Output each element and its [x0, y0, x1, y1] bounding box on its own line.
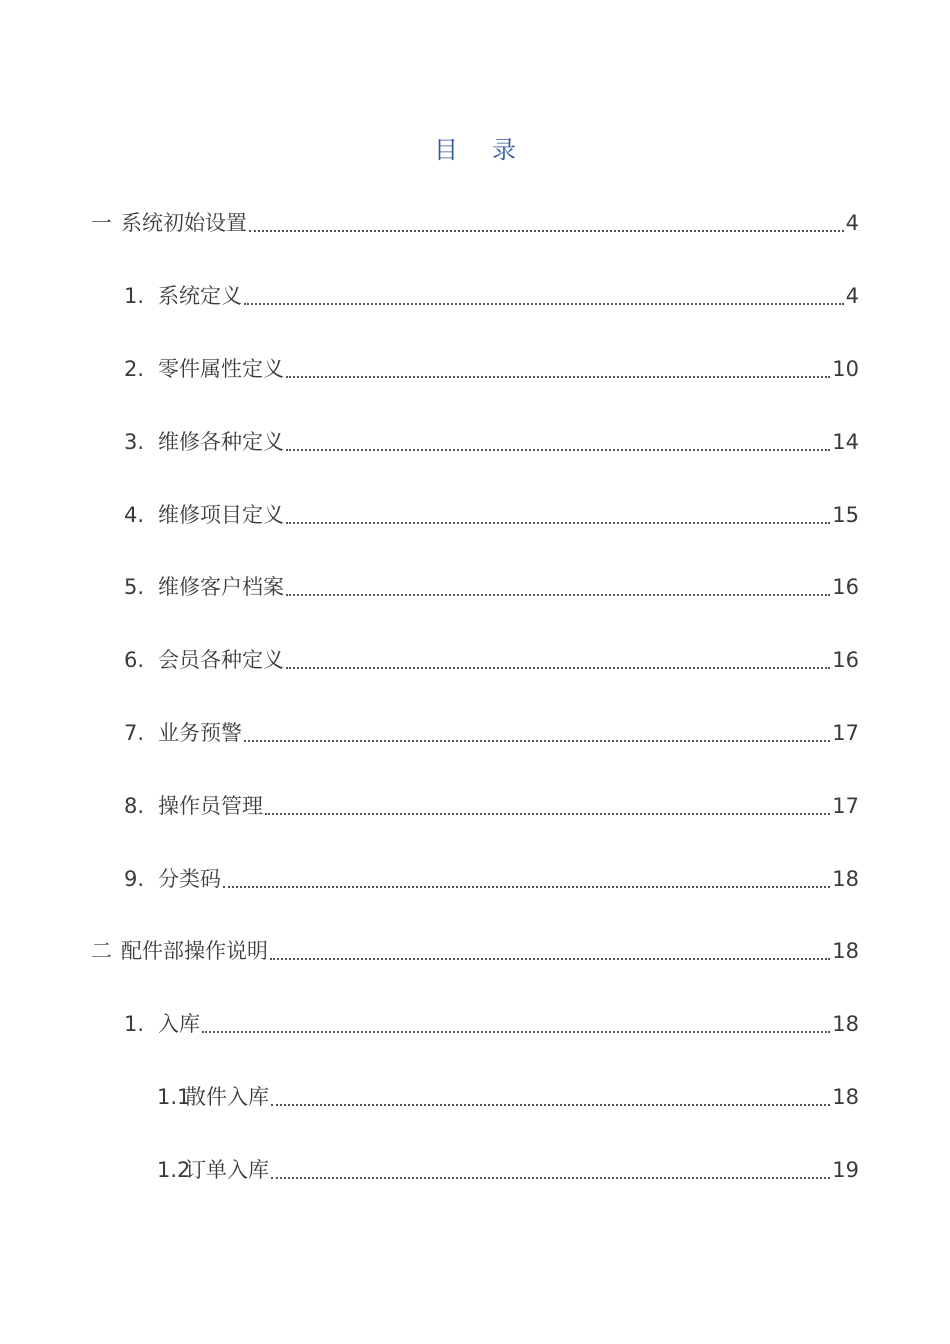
toc-entry-2-1-2[interactable]	[157, 1155, 859, 1185]
toc-entry-number: 二	[91, 939, 112, 963]
toc-entry-label: 维修各种定义	[158, 430, 284, 454]
toc-dot-leader	[265, 791, 830, 821]
toc-entry-label: 维修项目定义	[158, 503, 284, 527]
toc-entry-page: 18	[832, 867, 859, 891]
toc-entry-1-4[interactable]	[124, 500, 859, 530]
toc-entry-label: 系统定义	[158, 284, 242, 308]
toc-dot-leader	[244, 718, 830, 748]
toc-dot-leader	[286, 572, 830, 602]
toc-entry-number: 1.2	[157, 1158, 191, 1182]
toc-dot-leader	[223, 864, 830, 894]
toc-dot-leader	[271, 1155, 830, 1185]
toc-entry-1-8[interactable]	[124, 791, 859, 821]
toc-entry-page: 4	[845, 284, 859, 308]
toc-dot-leader	[202, 1009, 830, 1039]
toc-entry-page: 17	[832, 721, 859, 745]
toc-dot-leader	[244, 281, 844, 311]
toc-dot-leader	[286, 354, 830, 384]
toc-entry-number: 3.	[124, 430, 145, 454]
toc-entry-number: 一	[91, 211, 112, 235]
toc-entry-1-6[interactable]	[124, 645, 859, 675]
toc-dot-leader	[286, 645, 830, 675]
toc-entry-label: 入库	[158, 1012, 200, 1036]
toc-entry-label: 散件入库	[185, 1085, 269, 1109]
toc-entry-label: 分类码	[158, 867, 221, 891]
toc-entry-number: 9.	[124, 867, 145, 891]
toc-entry-section-2[interactable]	[91, 936, 859, 966]
toc-entry-page: 16	[832, 575, 859, 599]
toc-entry-number: 1.	[124, 284, 145, 308]
toc-dot-leader	[249, 208, 844, 238]
toc-entry-number: 2.	[124, 357, 145, 381]
toc-entry-label: 业务预警	[158, 721, 242, 745]
toc-entry-1-1[interactable]	[124, 281, 859, 311]
toc-entry-label: 系统初始设置	[121, 211, 247, 235]
toc-entry-number: 6.	[124, 648, 145, 672]
toc-entry-number: 1.1	[157, 1085, 191, 1109]
toc-entry-1-3[interactable]	[124, 427, 859, 457]
toc-entry-number: 5.	[124, 575, 145, 599]
toc-entry-label: 会员各种定义	[158, 648, 284, 672]
toc-entry-2-1[interactable]	[124, 1009, 859, 1039]
toc-entry-label: 操作员管理	[158, 794, 263, 818]
toc-entry-label: 维修客户档案	[158, 575, 284, 599]
toc-entry-page: 18	[832, 1012, 859, 1036]
toc-entry-page: 18	[832, 1085, 859, 1109]
toc-entry-1-9[interactable]	[124, 864, 859, 894]
toc-dot-leader	[286, 500, 830, 530]
toc-entry-page: 17	[832, 794, 859, 818]
toc-entry-1-7[interactable]	[124, 718, 859, 748]
toc-dot-leader	[271, 1082, 830, 1112]
toc-entry-label: 零件属性定义	[158, 357, 284, 381]
toc-entry-number: 1.	[124, 1012, 145, 1036]
toc-entry-page: 16	[832, 648, 859, 672]
toc-entry-number: 4.	[124, 503, 145, 527]
toc-entry-page: 19	[832, 1158, 859, 1182]
toc-entry-1-5[interactable]	[124, 572, 859, 602]
toc-entry-label: 配件部操作说明	[121, 939, 268, 963]
toc-entry-page: 10	[832, 357, 859, 381]
toc-entry-1-2[interactable]	[124, 354, 859, 384]
toc-title-char-2: 录	[492, 136, 516, 164]
toc-entry-page: 18	[832, 939, 859, 963]
toc-dot-leader	[270, 936, 830, 966]
toc-entry-label: 订单入库	[185, 1158, 269, 1182]
toc-title-char-1: 目	[434, 136, 458, 164]
toc-entry-number: 8.	[124, 794, 145, 818]
toc-entry-page: 14	[832, 430, 859, 454]
toc-entry-2-1-1[interactable]	[157, 1082, 859, 1112]
toc-dot-leader	[286, 427, 830, 457]
toc-entry-page: 4	[845, 211, 859, 235]
toc-entry-number: 7.	[124, 721, 145, 745]
toc-entry-section-1[interactable]	[91, 208, 859, 238]
toc-entry-page: 15	[832, 503, 859, 527]
